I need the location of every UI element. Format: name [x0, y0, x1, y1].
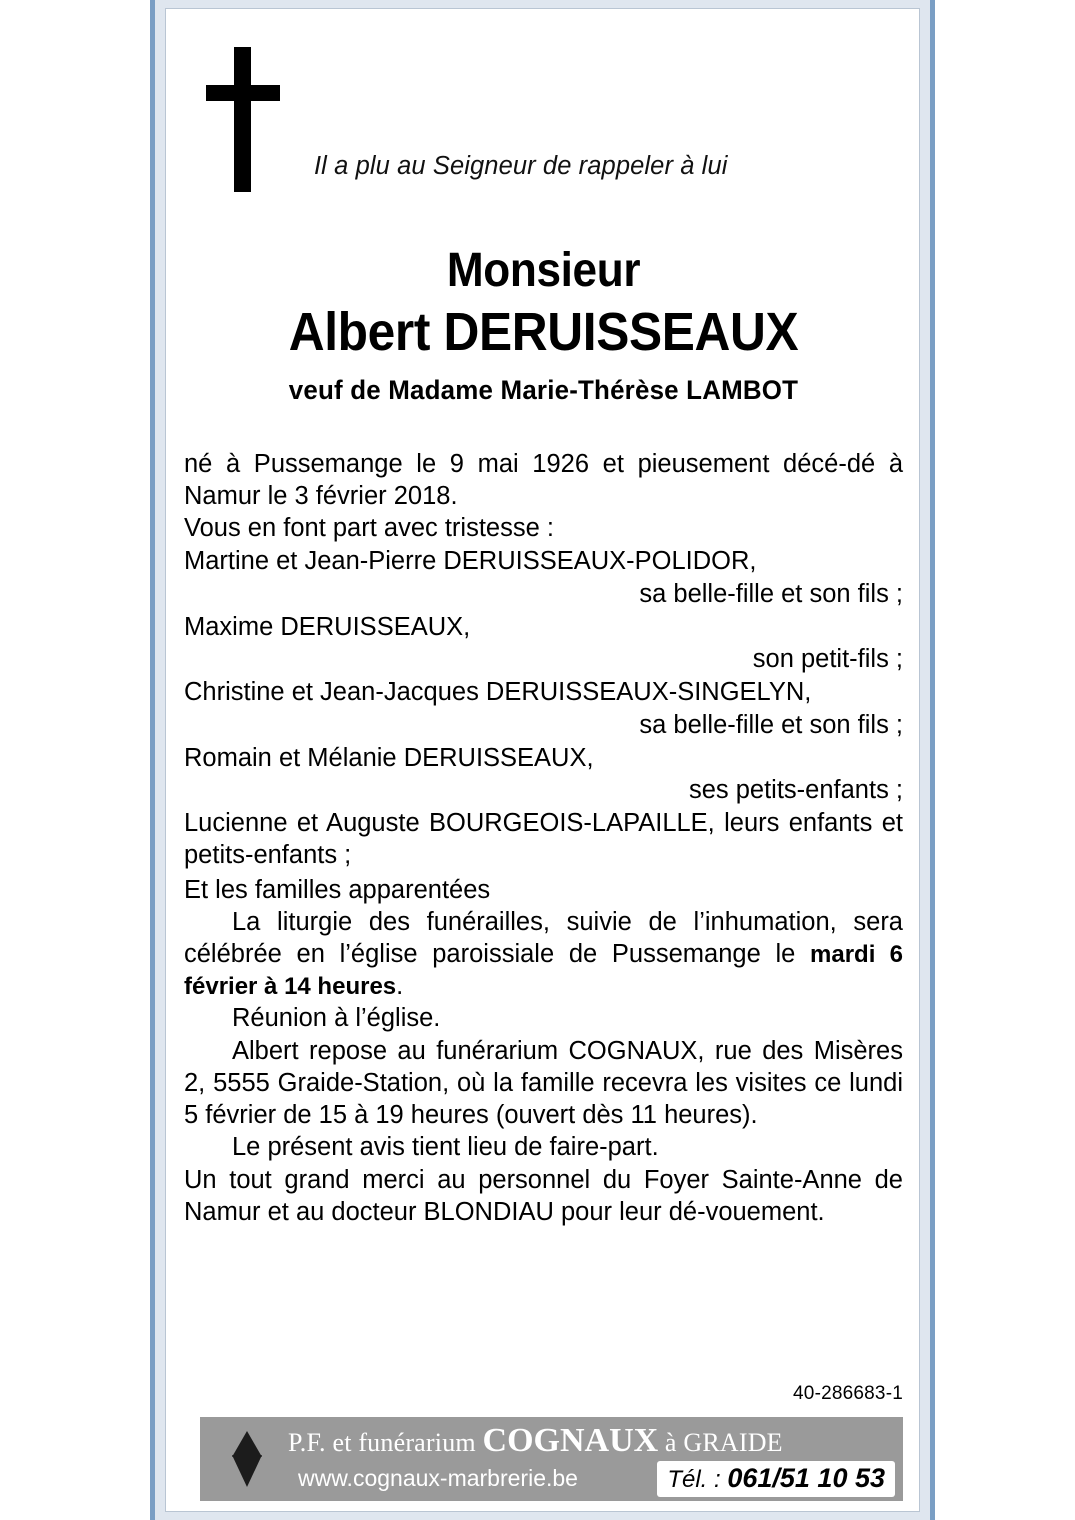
liturgy-date: mardi 6 février à 14 heures [184, 941, 903, 1000]
honorific: Monsieur [446, 244, 641, 297]
notice-body [184, 449, 903, 1230]
deceased-name: Albert DERUISSEAUX [288, 302, 799, 362]
family-names-1: Martine et Jean-Pierre DERUISSEAUX-POLIDOR, [184, 547, 757, 576]
funeral-home-prefix: P.F. et funérarium [288, 1428, 483, 1457]
notice-inner [184, 19, 903, 1499]
birth-death-line: né à Pussemange le 9 mai 1926 et pieusement décé-dé à Namur le 3 février 2018. [184, 450, 903, 510]
family-extra: Lucienne et Auguste BOURGEOIS-LAPAILLE, leurs enfants et petits-enfants ; [184, 809, 903, 869]
liturgy-paragraph [184, 907, 903, 1002]
notice-card [165, 8, 920, 1512]
meeting-line: Réunion à l’église. [232, 1004, 441, 1033]
diamond-top [232, 1431, 262, 1457]
funeral-home-banner [200, 1417, 903, 1501]
funeral-home-line [288, 1422, 888, 1460]
cross-horizontal-bar [206, 85, 280, 101]
phone-number: 061/51 10 53 [727, 1463, 885, 1493]
family-relation-2: son petit-fils ; [752, 645, 903, 674]
liturgy-text-2: . [396, 971, 404, 1000]
family-relation-1: sa belle-fille et son fils ; [639, 579, 903, 608]
family-names-4: Romain et Mélanie DERUISSEAUX, [184, 743, 594, 772]
family-names-3: Christine et Jean-Jacques DERUISSEAUX-SINGELYN, [184, 678, 812, 707]
liturgy-text-1: La liturgie des funérailles, suivie de l’inhumation, sera célébrée en l’église paroissiale de Pussemange le [184, 908, 903, 969]
spouse-line: veuf de Madame Marie-Thérèse LAMBOT [288, 375, 799, 406]
funeral-home-phone[interactable] [657, 1461, 895, 1497]
cross-icon [206, 47, 280, 192]
related-families: Et les familles apparentées [184, 875, 491, 904]
phone-label: Tél. : [667, 1466, 728, 1493]
family-relation-4: ses petits-enfants ; [688, 776, 903, 805]
family-relation-3: sa belle-fille et son fils ; [639, 710, 903, 739]
announce-intro: Vous en font part avec tristesse : [184, 514, 554, 543]
thanks-paragraph: Un tout grand merci au personnel du Foyer Sainte-Anne de Namur et au docteur BLONDIAU pour leur dé-vouement. [184, 1166, 903, 1226]
faire-part-line: Le présent avis tient lieu de faire-part. [232, 1133, 659, 1162]
funeral-home-location: à GRAIDE [658, 1428, 783, 1457]
diamond-bottom [232, 1455, 262, 1487]
funerarium-paragraph: Albert repose au funérarium COGNAUX, rue des Misères 2, 5555 Graide-Station, où la famille recevra les visites ce lundi 5 février de 15 à 19 heures (ouvert dès 11 heures). [184, 1037, 903, 1129]
lead-text: Il a plu au Seigneur de rappeler à lui [314, 152, 728, 180]
left-blue-rule [150, 0, 155, 1520]
family-names-2: Maxime DERUISSEAUX, [184, 612, 471, 641]
funeral-home-company: COGNAUX [482, 1422, 659, 1459]
cross-vertical-bar [234, 47, 251, 192]
diamond-logo-icon [216, 1425, 278, 1493]
reference-number: 40-286683-1 [793, 1383, 903, 1404]
right-blue-rule [930, 0, 935, 1520]
funeral-home-website[interactable]: www.cognaux-marbrerie.be [298, 1465, 578, 1491]
deceased-name-block [184, 244, 903, 406]
